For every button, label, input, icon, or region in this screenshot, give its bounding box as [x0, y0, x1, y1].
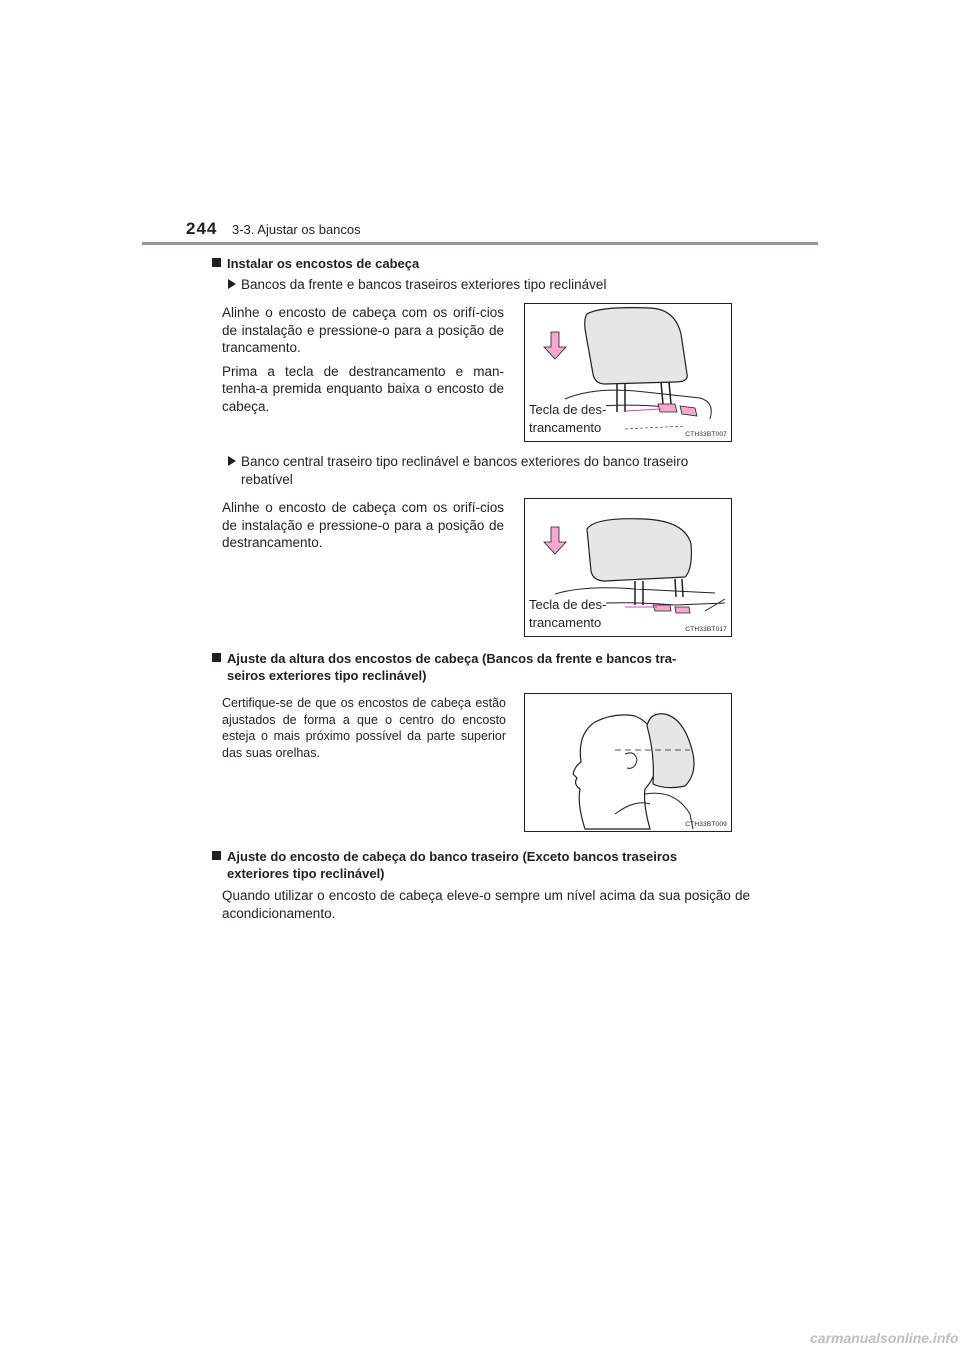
heading-install: Instalar os encostos de cabeça [212, 255, 419, 272]
heading-height-adjust: Ajuste da altura dos encostos de cabeça (Bancos da frente e bancos tra- seiros exteriores tipo reclinável) [212, 650, 772, 684]
down-arrow-icon [544, 332, 566, 359]
subheading-rear-center: Banco central traseiro tipo reclinável e bancos exteriores do banco traseiro rebatível [228, 453, 768, 489]
page-number: 244 [186, 219, 218, 238]
head-profile [573, 715, 657, 829]
install-text-2: Alinhe o encosto de cabeça com os orifí-cios de instalação e pressione-o para a posição de destrancamento. [222, 500, 504, 550]
triangle-bullet-icon [228, 279, 236, 289]
subheading-front-seats: Bancos da frente e bancos traseiros exteriores tipo reclinável [228, 276, 606, 294]
heading-rear-headrest: Ajuste do encosto de cabeça do banco traseiro (Exceto bancos traseiros exteriores tipo reclinável) [212, 848, 772, 882]
release-key-label: Tecla de des- trancamento [529, 597, 607, 630]
figure-headrest-rear [524, 498, 732, 637]
height-adjust-text: Certifique-se de que os encostos de cabeça estão ajustados de forma a que o centro do encosto esteja o mais próximo possível da parte superior das suas orelhas. [222, 696, 506, 760]
figure-code: CTH33BT007 [685, 431, 727, 438]
down-arrow-icon [544, 527, 566, 554]
rear-headrest-text: Quando utilizar o encosto de cabeça eleve-o sempre um nível acima da sua posição de acondicionamento. [222, 888, 750, 921]
header-rule [142, 242, 818, 245]
headrest-shape [647, 714, 694, 788]
install-text-1: Alinhe o encosto de cabeça com os orifí-cios de instalação e pressione-o para a posição de trancamento. Prima a tecla de destrancamento e man-tenha-a premida enquanto baixa o encosto de cabeça. [222, 305, 504, 414]
triangle-bullet-icon [228, 456, 236, 466]
square-bullet-icon [212, 258, 221, 267]
figure-headrest-front [524, 303, 732, 442]
headrest-shape [587, 519, 691, 581]
figure-code: CTH33BT009 [685, 821, 727, 828]
watermark: carmanualsonline.info [810, 1330, 959, 1346]
figure-code: CTH33BT017 [685, 626, 727, 633]
figure-head-position [524, 693, 732, 832]
square-bullet-icon [212, 851, 221, 860]
release-key-label: Tecla de des- trancamento [529, 402, 607, 435]
headrest-shape [585, 308, 688, 384]
section-title: 3-3. Ajustar os bancos [232, 222, 361, 237]
square-bullet-icon [212, 653, 221, 662]
